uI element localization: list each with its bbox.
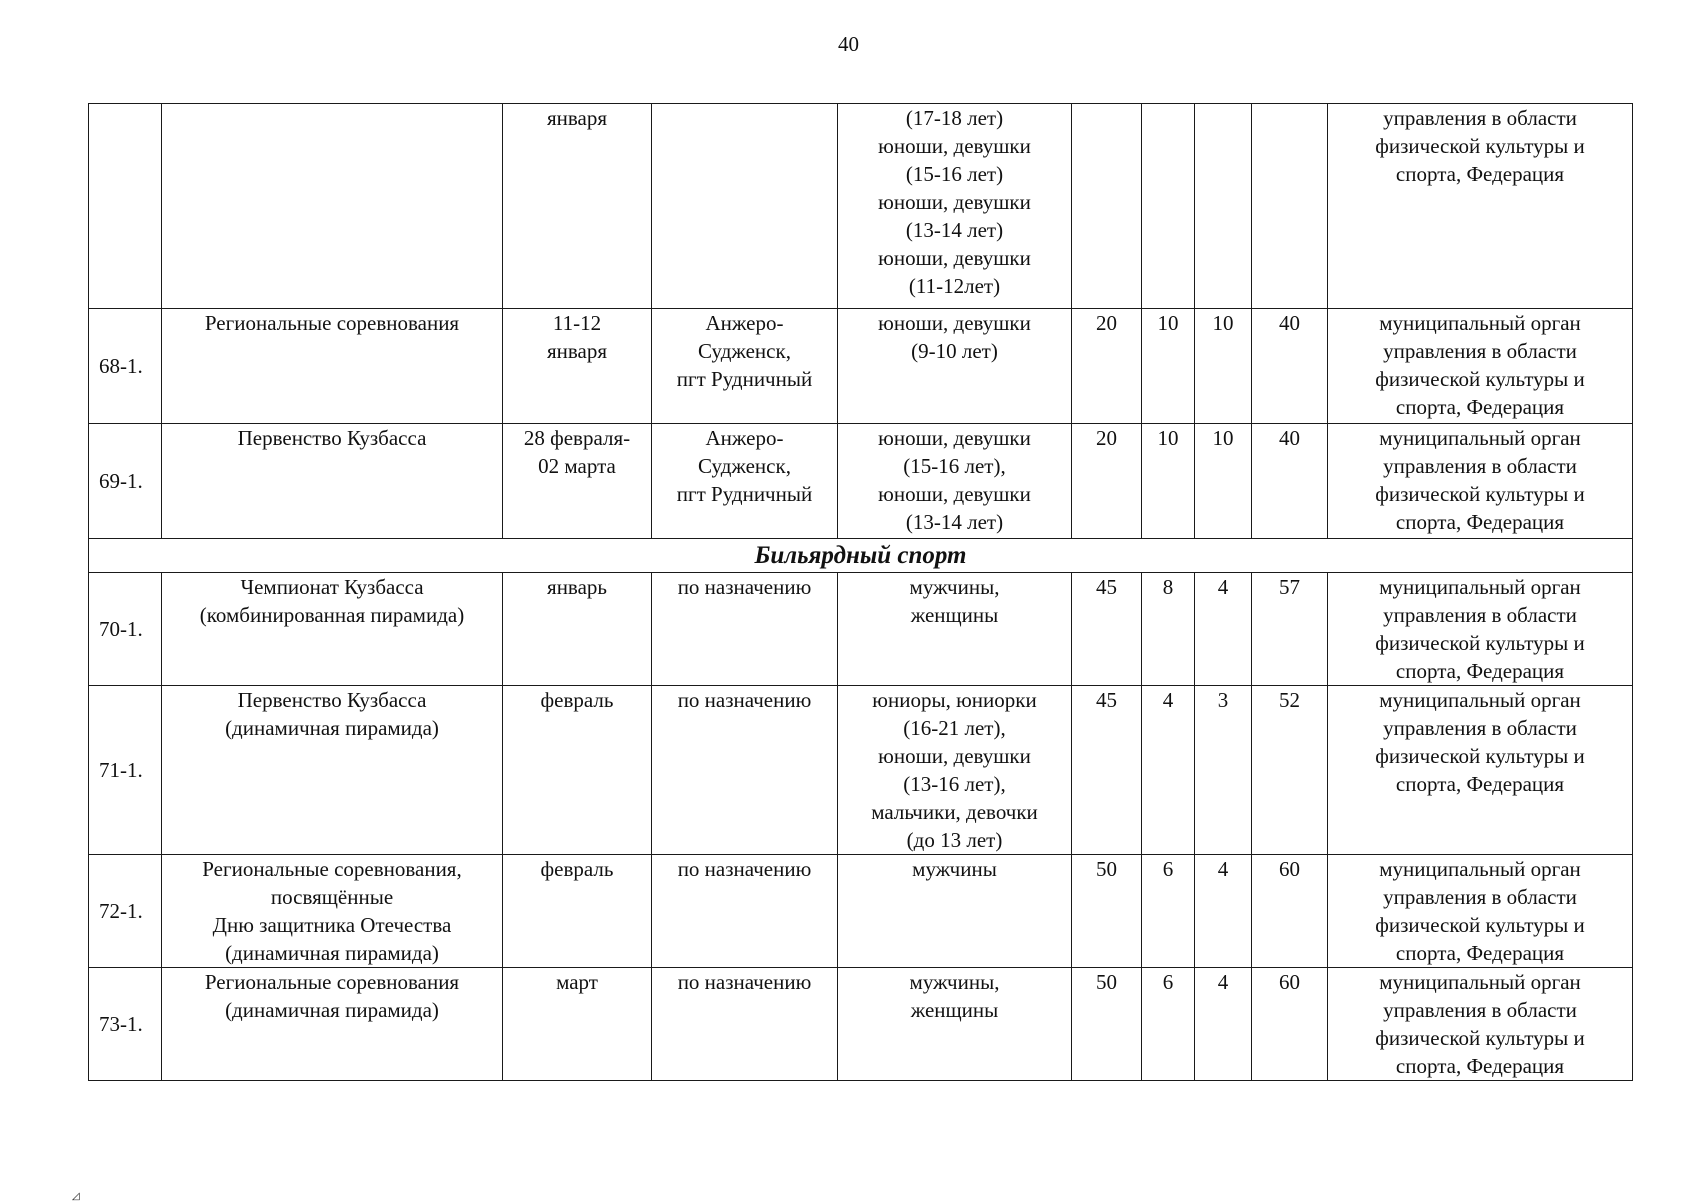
- corner-mark-icon: ◿: [72, 1191, 80, 1202]
- event-place: [652, 104, 838, 309]
- count-3: 10: [1195, 309, 1252, 424]
- event-date: 28 февраля- 02 марта: [503, 424, 652, 539]
- count-3: 3: [1195, 686, 1252, 855]
- event-date: январь: [503, 573, 652, 686]
- event-name: Региональные соревнования (динамичная пирамида): [162, 968, 503, 1081]
- event-name: Региональные соревнования: [162, 309, 503, 424]
- count-2: 6: [1142, 855, 1195, 968]
- event-name: [162, 104, 503, 309]
- event-place: по назначению: [652, 968, 838, 1081]
- count-3: 4: [1195, 855, 1252, 968]
- row-number: [89, 104, 162, 309]
- event-participants: юноши, девушки (9-10 лет): [838, 309, 1072, 424]
- event-date: 11-12 января: [503, 309, 652, 424]
- row-number: 68-1.: [89, 309, 162, 424]
- event-name: Первенство Кузбасса (динамичная пирамида): [162, 686, 503, 855]
- event-organizer: муниципальный орган управления в области физической культуры и спорта, Федерация: [1328, 309, 1633, 424]
- count-total: 40: [1252, 424, 1328, 539]
- count-1: 20: [1072, 309, 1142, 424]
- row-number: 69-1.: [89, 424, 162, 539]
- count-2: 6: [1142, 968, 1195, 1081]
- event-organizer: муниципальный орган управления в области физической культуры и спорта, Федерация: [1328, 573, 1633, 686]
- count-total: [1252, 104, 1328, 309]
- row-number: 72-1.: [89, 855, 162, 968]
- event-participants: мужчины: [838, 855, 1072, 968]
- count-total: 60: [1252, 968, 1328, 1081]
- event-participants: мужчины, женщины: [838, 573, 1072, 686]
- count-3: [1195, 104, 1252, 309]
- event-place: Анжеро- Судженск, пгт Рудничный: [652, 309, 838, 424]
- event-place: по назначению: [652, 573, 838, 686]
- count-1: [1072, 104, 1142, 309]
- page-number: 40: [838, 32, 859, 56]
- count-total: 57: [1252, 573, 1328, 686]
- event-name: Чемпионат Кузбасса (комбинированная пирамида): [162, 573, 503, 686]
- event-participants: юниоры, юниорки (16-21 лет), юноши, девушки (13-16 лет), мальчики, девочки (до 13 лет): [838, 686, 1072, 855]
- count-2: 10: [1142, 424, 1195, 539]
- row-number: 71-1.: [89, 686, 162, 855]
- events-table: [88, 103, 1633, 1081]
- count-1: 50: [1072, 968, 1142, 1081]
- table-row: [89, 573, 1633, 686]
- count-total: 40: [1252, 309, 1328, 424]
- event-date: март: [503, 968, 652, 1081]
- count-2: 4: [1142, 686, 1195, 855]
- count-3: 4: [1195, 573, 1252, 686]
- table-row: [89, 424, 1633, 539]
- event-organizer: муниципальный орган управления в области физической культуры и спорта, Федерация: [1328, 968, 1633, 1081]
- count-1: 45: [1072, 686, 1142, 855]
- event-place: Анжеро- Судженск, пгт Рудничный: [652, 424, 838, 539]
- count-2: 10: [1142, 309, 1195, 424]
- table-row: [89, 309, 1633, 424]
- count-total: 52: [1252, 686, 1328, 855]
- table-row: [89, 686, 1633, 855]
- count-1: 45: [1072, 573, 1142, 686]
- event-organizer: управления в области физической культуры и спорта, Федерация: [1328, 104, 1633, 309]
- event-date: февраль: [503, 686, 652, 855]
- count-1: 50: [1072, 855, 1142, 968]
- event-date: января: [503, 104, 652, 309]
- count-2: [1142, 104, 1195, 309]
- event-participants: мужчины, женщины: [838, 968, 1072, 1081]
- count-total: 60: [1252, 855, 1328, 968]
- event-participants: (17-18 лет) юноши, девушки (15-16 лет) юноши, девушки (13-14 лет) юноши, девушки (11-12лет): [838, 104, 1072, 309]
- event-organizer: муниципальный орган управления в области физической культуры и спорта, Федерация: [1328, 424, 1633, 539]
- event-place: по назначению: [652, 855, 838, 968]
- count-1: 20: [1072, 424, 1142, 539]
- event-participants: юноши, девушки (15-16 лет), юноши, девушки (13-14 лет): [838, 424, 1072, 539]
- row-number: 70-1.: [89, 573, 162, 686]
- table-row: [89, 855, 1633, 968]
- count-2: 8: [1142, 573, 1195, 686]
- event-organizer: муниципальный орган управления в области физической культуры и спорта, Федерация: [1328, 855, 1633, 968]
- table-row: [89, 104, 1633, 309]
- event-name: Первенство Кузбасса: [162, 424, 503, 539]
- section-header-row: [89, 539, 1633, 573]
- event-organizer: муниципальный орган управления в области физической культуры и спорта, Федерация: [1328, 686, 1633, 855]
- count-3: 10: [1195, 424, 1252, 539]
- table-row: [89, 968, 1633, 1081]
- count-3: 4: [1195, 968, 1252, 1081]
- row-number: 73-1.: [89, 968, 162, 1081]
- event-name: Региональные соревнования, посвящённые Дню защитника Отечества (динамичная пирамида): [162, 855, 503, 968]
- event-date: февраль: [503, 855, 652, 968]
- event-place: по назначению: [652, 686, 838, 855]
- section-title: Бильярдный спорт: [89, 539, 1633, 573]
